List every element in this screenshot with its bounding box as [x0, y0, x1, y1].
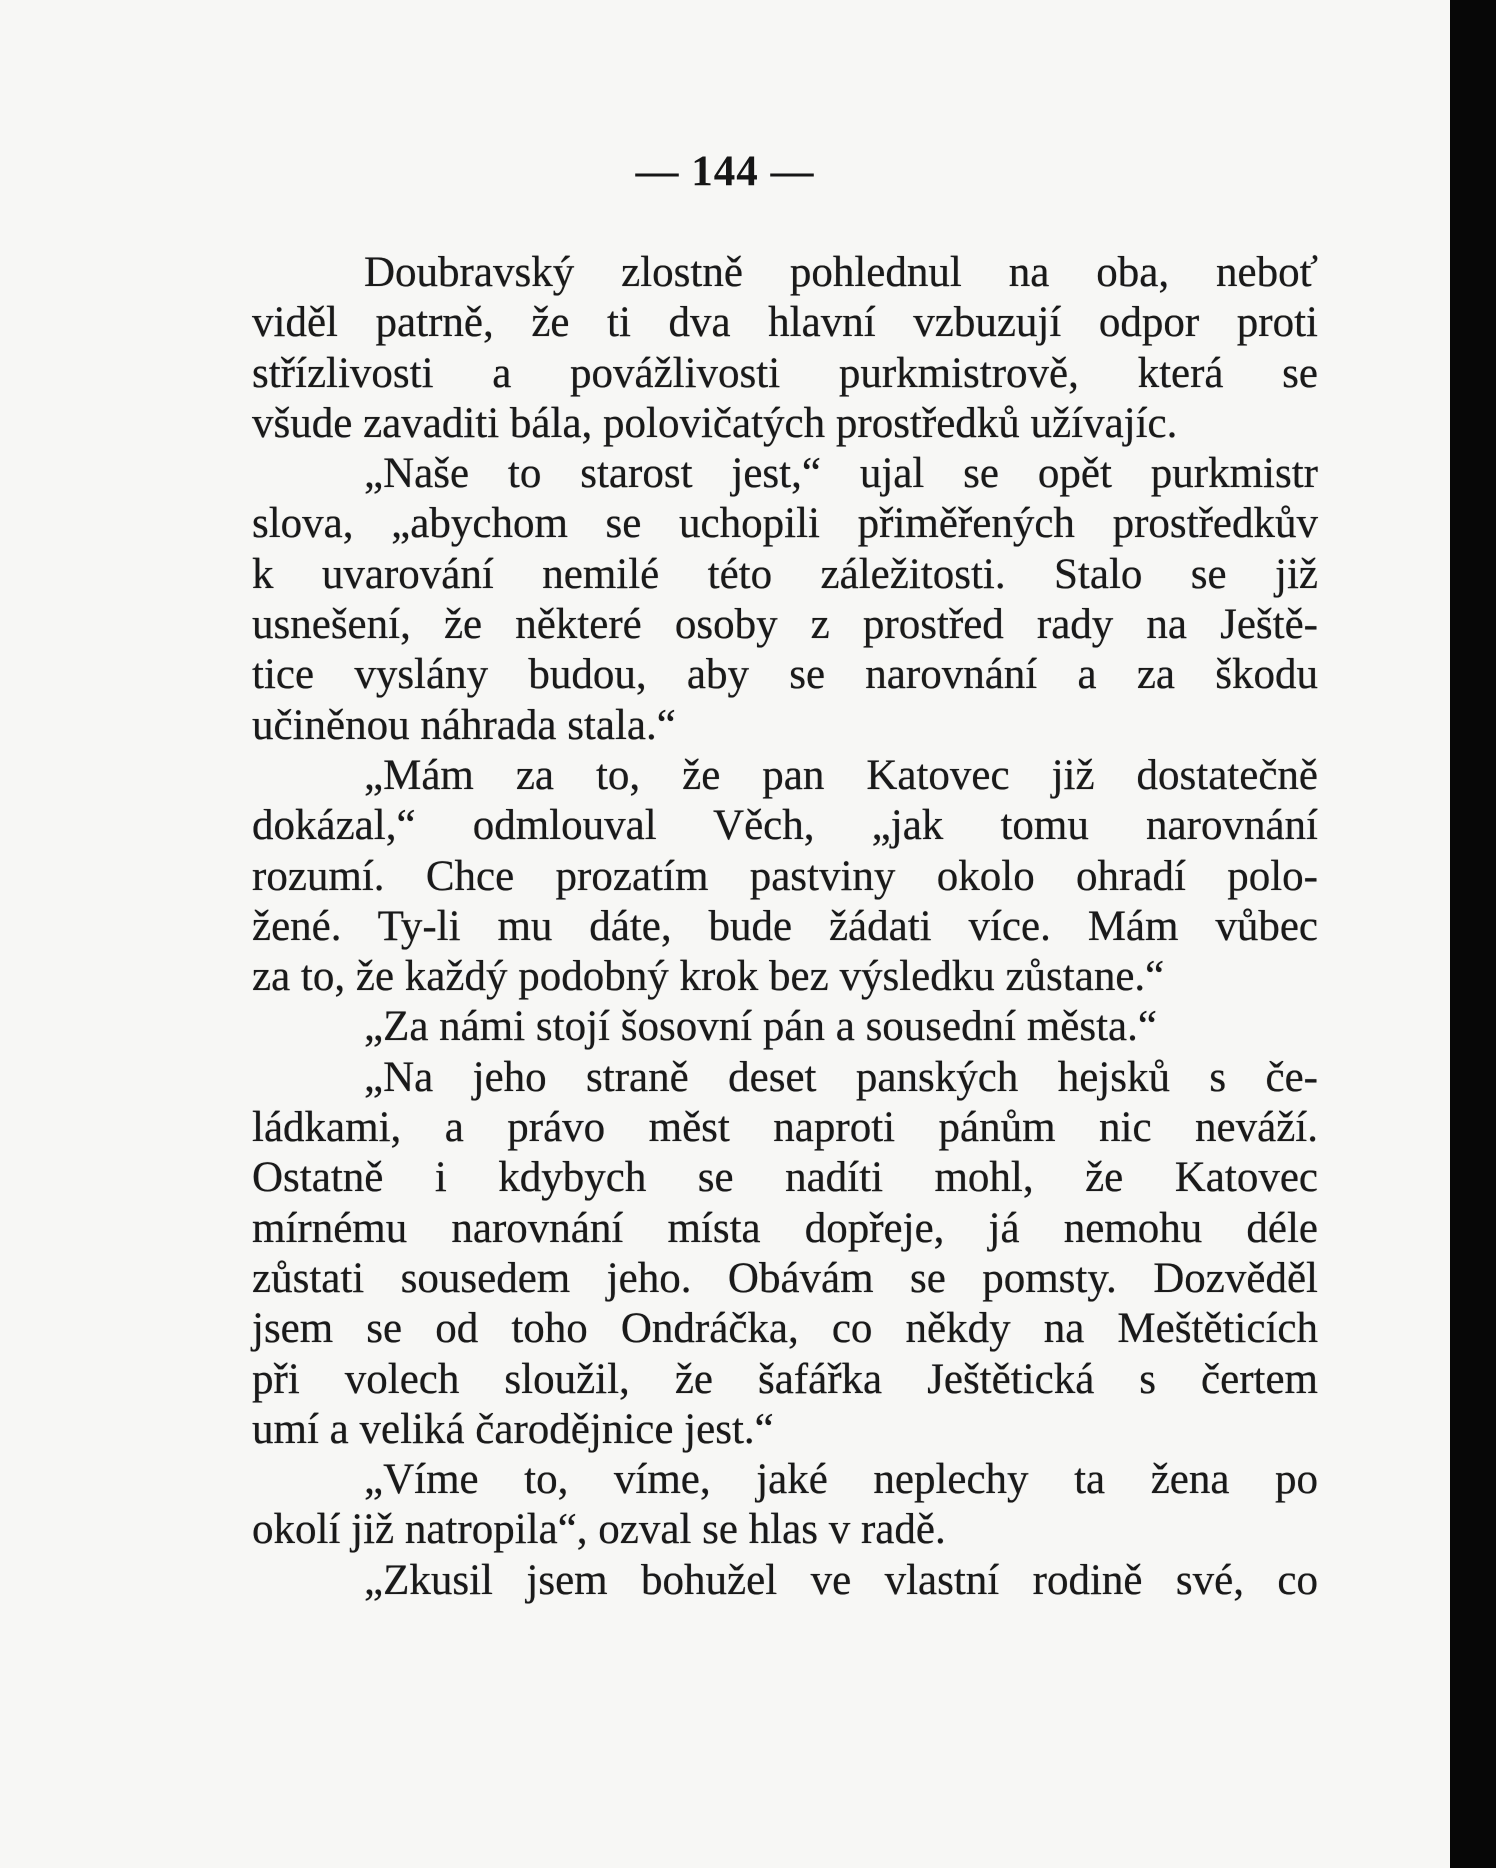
text-line: k uvarování nemilé této záležitosti. Stalo se již [252, 550, 1318, 598]
text-line: „Naše to starost jest,“ ujal se opět purkmistr [364, 450, 1318, 498]
text-line: okolí již natropila“, ozval se hlas v radě. [252, 1506, 946, 1554]
text-line: jsem se od toho Ondráčka, co někdy na Meštěticích [252, 1305, 1318, 1353]
text-line: zůstati sousedem jeho. Obávám se pomsty. Dozvěděl [252, 1254, 1318, 1302]
body-text [252, 248, 1318, 1606]
scan-edge [1450, 0, 1496, 1868]
text-line: „Víme to, víme, jaké neplechy ta žena po [364, 1456, 1318, 1504]
text-line: učiněnou náhrada stala.“ [252, 701, 676, 749]
text-line: mírnému narovnání místa dopřeje, já nemohu déle [252, 1204, 1318, 1252]
page-number: — 144 — [635, 148, 815, 195]
text-line: při volech sloužil, že šafářka Ještětická s čertem [252, 1355, 1318, 1403]
text-line: ládkami, a právo měst naproti pánům nic neváží. [252, 1104, 1318, 1152]
text-line: střízlivosti a povážlivosti purkmistrově, která se [252, 349, 1318, 397]
text-line: žené. Ty-li mu dáte, bude žádati více. Mám vůbec [252, 902, 1318, 950]
text-line: umí a veliká čarodějnice jest.“ [252, 1405, 774, 1453]
text-line: „Mám za to, že pan Katovec již dostatečně [364, 751, 1318, 799]
text-line: usnešení, že některé osoby z prostřed rady na Ještě- [252, 601, 1318, 649]
text-line: viděl patrně, že ti dva hlavní vzbuzují odpor proti [252, 299, 1318, 347]
text-line: Doubravský zlostně pohlednul na oba, neboť [364, 249, 1318, 296]
text-line: „Zkusil jsem bohužel ve vlastní rodině své, co [364, 1556, 1318, 1604]
text-line: tice vyslány budou, aby se narovnání a za škodu [252, 651, 1318, 699]
text-line: dokázal,“ odmlouval Věch, „jak tomu narovnání [252, 802, 1318, 850]
text-line: za to, že každý podobný krok bez výsledku zůstane.“ [252, 953, 1165, 1001]
text-line: všude zavaditi bála, polovičatých prostředků užívajíc. [252, 399, 1178, 447]
text-line: slova, „abychom se uchopili přiměřených prostředkův [252, 500, 1318, 548]
text-line: „Za námi stojí šosovní pán a sousední města.“ [364, 1003, 1157, 1051]
text-line: Ostatně i kdybych se nadíti mohl, že Katovec [252, 1154, 1318, 1202]
text-line: rozumí. Chce prozatím pastviny okolo ohradí polo- [252, 852, 1318, 900]
text-line: „Na jeho straně deset panských hejsků s če- [364, 1053, 1318, 1101]
